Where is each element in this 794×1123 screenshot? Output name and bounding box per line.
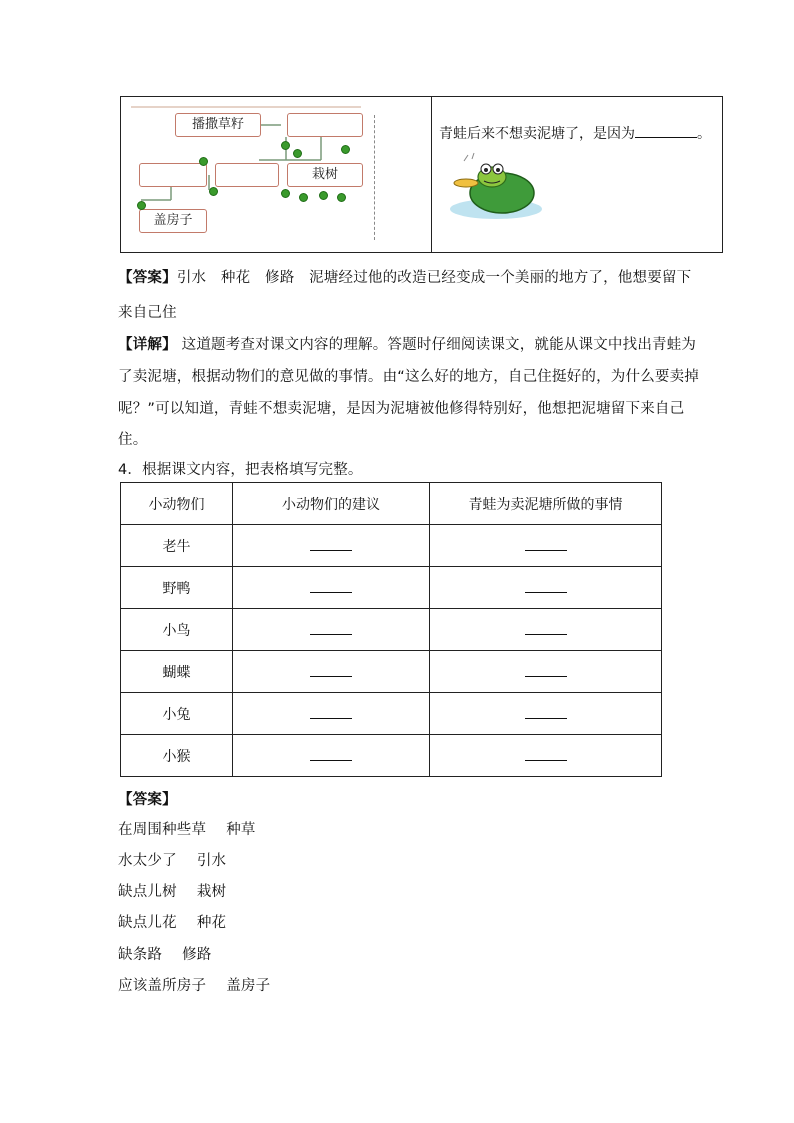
table-row <box>121 735 662 777</box>
suggestion-blank <box>233 693 430 735</box>
diagram-box-sow-seeds: 播撒草籽 <box>175 113 261 137</box>
answer-action: 种草 <box>226 822 256 838</box>
leaf-icon <box>137 201 146 210</box>
table-row <box>121 525 662 567</box>
answer-suggestion: 应该盖所房子 <box>118 978 207 994</box>
diagram-box-plant-trees: 栽树 <box>287 163 363 187</box>
leaf-icon <box>209 187 218 196</box>
detail-label: 【详解】 <box>118 337 177 353</box>
answer-text: 引水 种花 修路 泥塘经过他的改造已经变成一个美丽的地方了，他想要留下 <box>176 270 692 286</box>
detail-text: 这道题考查对课文内容的理解。答题时仔细阅读课文，就能从课文中找出青蛙为 <box>181 337 697 353</box>
animal-cell: 小兔 <box>121 693 233 735</box>
answer-label: 【答案】 <box>118 270 177 286</box>
question-end: 。 <box>697 126 711 142</box>
answer-action: 栽树 <box>196 884 227 900</box>
diagram-box-blank-3 <box>215 163 279 187</box>
leaf-icon <box>319 191 328 200</box>
answer-4-label <box>118 788 177 809</box>
answer-4-row <box>118 818 256 839</box>
dashed-divider <box>374 115 375 240</box>
question-text: 青蛙后来不想卖泥塘了，是因为 <box>439 126 635 142</box>
answer-action: 种花 <box>196 915 227 931</box>
leaf-icon <box>281 189 290 198</box>
suggestion-blank <box>233 651 430 693</box>
leaf-icon <box>293 149 302 158</box>
header-suggestions: 小动物们的建议 <box>233 483 430 525</box>
answer-suggestion: 水太少了 <box>118 853 177 869</box>
suggestion-blank <box>233 735 430 777</box>
table-header-row <box>121 483 662 525</box>
leaf-icon <box>299 193 308 202</box>
question-4-table <box>120 482 662 777</box>
answer-suggestion: 在周围种些草 <box>118 822 207 838</box>
diagram-box-blank-1 <box>287 113 363 137</box>
table-row <box>121 651 662 693</box>
question-3-text <box>439 123 711 143</box>
answer-blank <box>635 125 697 138</box>
answer-suggestion: 缺点儿花 <box>118 915 177 931</box>
action-blank <box>430 735 662 777</box>
suggestion-blank <box>233 525 430 567</box>
answer-3-line-2: 来自己住 <box>118 305 177 321</box>
leaf-icon <box>341 145 350 154</box>
flow-diagram <box>131 105 371 239</box>
table-row <box>121 693 662 735</box>
table-divider <box>431 97 432 252</box>
answer-4-row <box>118 911 226 932</box>
action-blank <box>430 525 662 567</box>
answer-label: 【答案】 <box>118 792 177 808</box>
answer-action: 引水 <box>196 853 227 869</box>
animal-cell: 野鸭 <box>121 567 233 609</box>
action-blank <box>430 567 662 609</box>
diagram-box-blank-2 <box>139 163 207 187</box>
answer-action: 盖房子 <box>226 978 271 994</box>
detail-3-line-2: 了卖泥塘，根据动物们的意见做的事情。由“这么好的地方，自己住挺好的，为什么要卖掉 <box>118 369 700 385</box>
answer-suggestion: 缺点儿树 <box>118 884 177 900</box>
answer-3-line-1 <box>118 266 691 287</box>
answer-suggestion: 缺条路 <box>118 947 163 963</box>
leaf-icon <box>199 157 208 166</box>
header-frog-actions: 青蛙为卖泥塘所做的事情 <box>430 483 662 525</box>
diagram-box-build-house: 盖房子 <box>139 209 207 233</box>
animal-cell: 老牛 <box>121 525 233 567</box>
animal-cell: 蝴蝶 <box>121 651 233 693</box>
animal-cell: 小鸟 <box>121 609 233 651</box>
header-animals: 小动物们 <box>121 483 233 525</box>
action-blank <box>430 609 662 651</box>
action-blank <box>430 651 662 693</box>
answer-action: 修路 <box>182 947 212 963</box>
leaf-icon <box>281 141 290 150</box>
answer-4-row <box>118 943 212 964</box>
detail-3-line-4: 住。 <box>118 432 148 448</box>
question-4-text: 4．根据课文内容，把表格填写完整。 <box>118 462 363 478</box>
table-row <box>121 609 662 651</box>
animal-cell: 小猴 <box>121 735 233 777</box>
leaf-icon <box>337 193 346 202</box>
action-blank <box>430 693 662 735</box>
answer-4-row <box>118 880 226 901</box>
top-question-table <box>120 96 723 253</box>
table-row <box>121 567 662 609</box>
detail-3-line-3: 呢？”可以知道，青蛙不想卖泥塘，是因为泥塘被他修得特别好，他想把泥塘留下来自己 <box>118 401 685 417</box>
detail-3-line-1 <box>118 333 696 354</box>
answer-4-row <box>118 974 270 995</box>
answer-4-row <box>118 849 226 870</box>
suggestion-blank <box>233 609 430 651</box>
suggestion-blank <box>233 567 430 609</box>
frog-illustration <box>444 151 544 223</box>
